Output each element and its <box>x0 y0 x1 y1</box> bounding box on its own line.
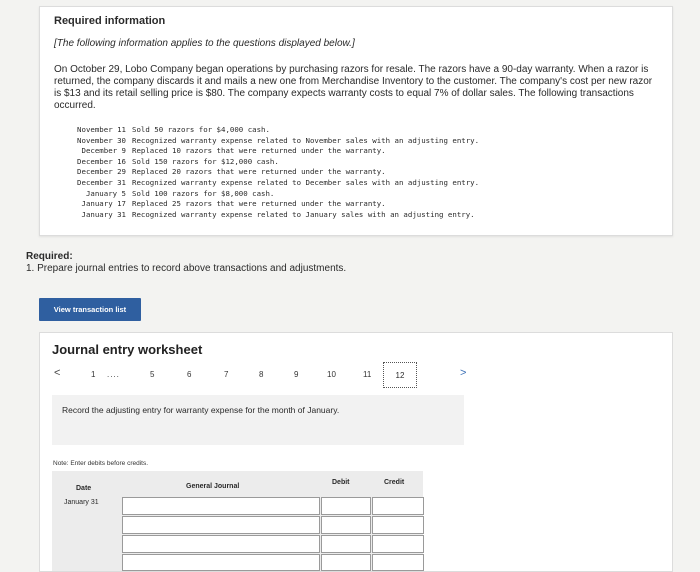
page-link[interactable]: 8 <box>259 370 264 379</box>
transaction-text: Recognized warranty expense related to December sales with an adjusting entry. <box>132 177 480 187</box>
transaction-text: Replaced 20 razors that were returned under the warranty. <box>132 167 386 177</box>
view-transaction-list-button[interactable]: View transaction list <box>39 298 141 321</box>
transaction-date: December 29 <box>77 167 126 177</box>
page-ellipsis: .... <box>107 370 120 379</box>
transaction-text: Replaced 10 razors that were returned under the warranty. <box>132 146 386 156</box>
transaction-row <box>54 146 479 157</box>
transaction-date: November 11 <box>77 125 126 134</box>
credit-input[interactable] <box>372 554 424 571</box>
transaction-row <box>54 157 479 168</box>
transaction-date: January 17 <box>81 199 126 209</box>
page-link[interactable]: 9 <box>294 370 299 379</box>
info-title: Required information <box>54 15 166 27</box>
transaction-list <box>54 125 479 220</box>
date-column-header: Date <box>76 485 92 492</box>
transaction-date: January 31 <box>81 209 126 219</box>
transaction-text: Sold 50 razors for $4,000 cash. <box>132 125 270 134</box>
transaction-text: Sold 150 razors for $12,000 cash. <box>132 156 279 166</box>
general-journal-column-header: General Journal <box>186 483 240 490</box>
credit-column-header: Credit <box>384 479 405 486</box>
transaction-row <box>54 199 479 210</box>
debits-note: Note: Enter debits before credits. <box>53 460 149 467</box>
info-paragraph: On October 29, Lobo Company began operations by purchasing razors for resale. The razors have a 90-day warranty. When a razor is returned, the company discards it and mails a new one from Merchandise Inventory to the customer. The company's cost per new razor is $13 and its retail selling price is $80. The company expects warranty costs to equal 7% of dollar sales. The following transactions occurred. <box>54 64 653 111</box>
chevron-right-icon[interactable]: > <box>460 367 467 379</box>
transaction-date: December 9 <box>81 146 126 156</box>
account-input[interactable] <box>122 516 320 534</box>
debit-input[interactable] <box>321 535 371 553</box>
info-subtitle: [The following information applies to the questions displayed below.] <box>54 38 355 49</box>
page-link[interactable]: 5 <box>150 370 155 379</box>
account-input[interactable] <box>122 497 320 515</box>
transaction-date: January 5 <box>85 188 126 198</box>
page-link[interactable]: 10 <box>327 370 336 379</box>
transaction-row <box>54 189 479 200</box>
page-link[interactable]: 1 <box>91 370 96 379</box>
transaction-row <box>54 125 479 136</box>
page-link-active[interactable]: 12 <box>383 362 417 388</box>
worksheet-title: Journal entry worksheet <box>52 342 203 357</box>
debit-input[interactable] <box>321 516 371 534</box>
transaction-date: November 30 <box>77 135 126 145</box>
worksheet-pager <box>40 361 672 387</box>
debit-input[interactable] <box>321 497 371 515</box>
credit-input[interactable] <box>372 516 424 534</box>
transaction-date: December 31 <box>77 177 126 187</box>
journal-entry-worksheet <box>39 332 673 572</box>
journal-grid <box>122 471 424 571</box>
journal-table <box>52 471 423 571</box>
page-link[interactable]: 6 <box>187 370 192 379</box>
transaction-date: December 16 <box>77 156 126 166</box>
debit-column-header: Debit <box>332 479 350 486</box>
required-heading: Required: <box>26 251 73 262</box>
transaction-row <box>54 136 479 147</box>
instruction-box <box>52 395 464 445</box>
instruction-text: Record the adjusting entry for warranty expense for the month of January. <box>62 405 340 415</box>
required-information-card <box>39 6 673 236</box>
transaction-text: Replaced 25 razors that were returned under the warranty. <box>132 199 386 209</box>
credit-input[interactable] <box>372 497 424 515</box>
debit-input[interactable] <box>321 554 371 571</box>
account-input[interactable] <box>122 554 320 571</box>
transaction-row <box>54 210 479 221</box>
entry-date: January 31 <box>64 499 99 506</box>
page-link[interactable]: 11 <box>363 370 372 379</box>
transaction-row <box>54 167 479 178</box>
page-link[interactable]: 7 <box>224 370 229 379</box>
credit-input[interactable] <box>372 535 424 553</box>
transaction-text: Recognized warranty expense related to November sales with an adjusting entry. <box>132 135 480 145</box>
transaction-row <box>54 178 479 189</box>
required-item: 1. Prepare journal entries to record above transactions and adjustments. <box>26 263 347 274</box>
transaction-text: Sold 100 razors for $8,000 cash. <box>132 188 275 198</box>
transaction-text: Recognized warranty expense related to January sales with an adjusting entry. <box>132 209 475 219</box>
account-input[interactable] <box>122 535 320 553</box>
chevron-left-icon[interactable]: < <box>54 367 61 379</box>
